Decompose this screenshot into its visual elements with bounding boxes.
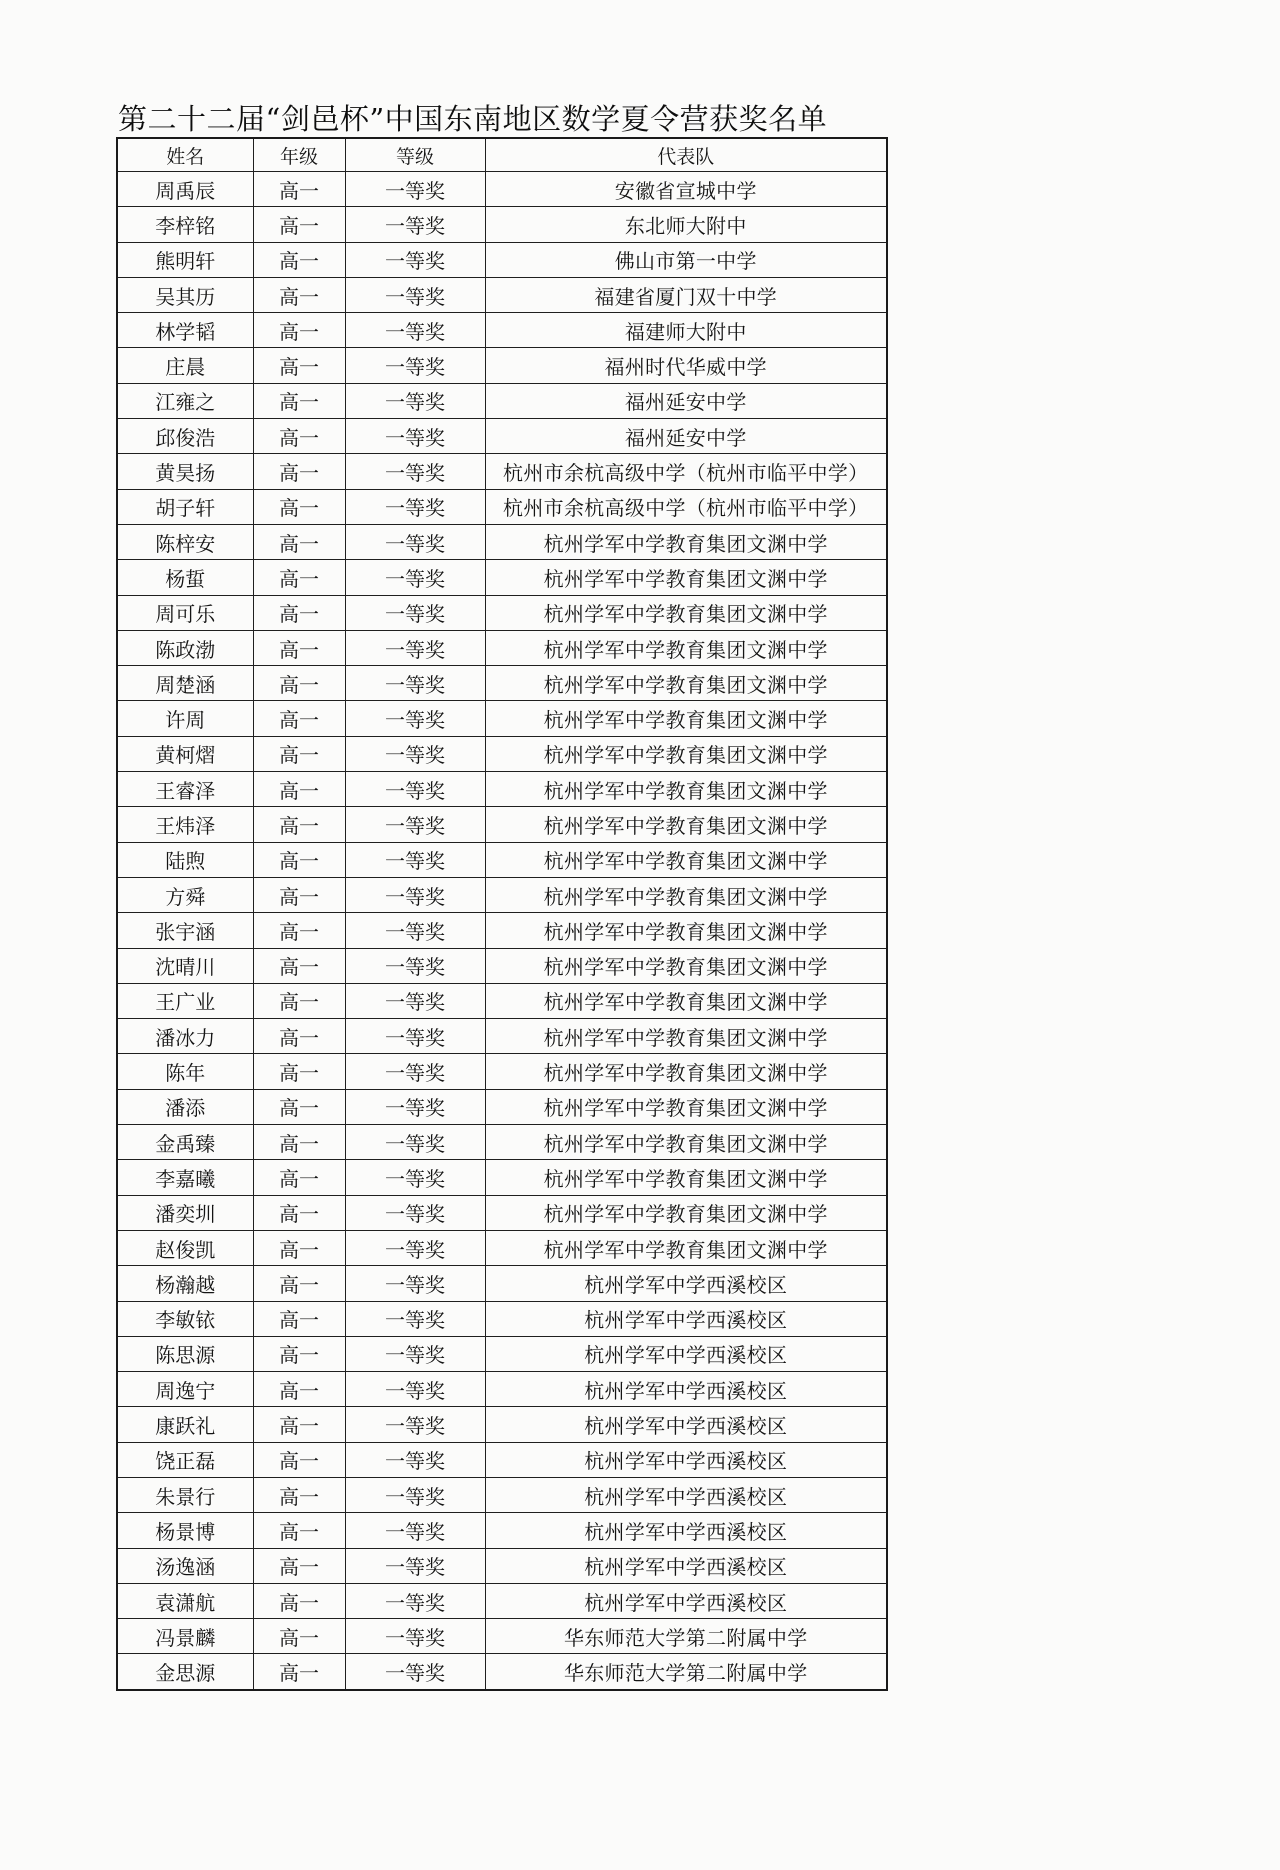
cell-level: 一等奖 [345, 913, 485, 948]
cell-grade: 高一 [253, 1654, 345, 1690]
cell-level: 一等奖 [345, 524, 485, 559]
cell-grade: 高一 [253, 207, 345, 242]
cell-grade: 高一 [253, 1230, 345, 1265]
cell-name: 汤逸涵 [117, 1548, 253, 1583]
cell-grade: 高一 [253, 772, 345, 807]
cell-team: 杭州学军中学教育集团文渊中学 [485, 807, 887, 842]
table-row [117, 1442, 887, 1477]
table-row [117, 489, 887, 524]
cell-name: 陈梓安 [117, 524, 253, 559]
cell-name: 潘冰力 [117, 1019, 253, 1054]
cell-name: 李嘉曦 [117, 1160, 253, 1195]
table-row [117, 524, 887, 559]
cell-grade: 高一 [253, 807, 345, 842]
header-level: 等级 [345, 138, 485, 172]
cell-team: 安徽省宣城中学 [485, 172, 887, 207]
cell-level: 一等奖 [345, 1442, 485, 1477]
table-row [117, 1654, 887, 1690]
table-row [117, 948, 887, 983]
table-row [117, 1266, 887, 1301]
cell-level: 一等奖 [345, 701, 485, 736]
table-row [117, 242, 887, 277]
cell-team: 杭州学军中学教育集团文渊中学 [485, 1089, 887, 1124]
cell-grade: 高一 [253, 736, 345, 771]
cell-team: 杭州学军中学教育集团文渊中学 [485, 983, 887, 1018]
cell-level: 一等奖 [345, 1477, 485, 1512]
cell-name: 吴其历 [117, 277, 253, 312]
cell-level: 一等奖 [345, 666, 485, 701]
cell-name: 陆煦 [117, 842, 253, 877]
table-row [117, 1407, 887, 1442]
cell-level: 一等奖 [345, 1195, 485, 1230]
cell-team: 杭州学军中学西溪校区 [485, 1336, 887, 1371]
cell-name: 熊明轩 [117, 242, 253, 277]
cell-team: 杭州学军中学教育集团文渊中学 [485, 877, 887, 912]
cell-level: 一等奖 [345, 1266, 485, 1301]
cell-grade: 高一 [253, 983, 345, 1018]
cell-name: 许周 [117, 701, 253, 736]
cell-level: 一等奖 [345, 1230, 485, 1265]
cell-name: 冯景麟 [117, 1619, 253, 1654]
cell-grade: 高一 [253, 1266, 345, 1301]
table-row [117, 1230, 887, 1265]
cell-name: 周可乐 [117, 595, 253, 630]
table-row [117, 348, 887, 383]
cell-name: 康跃礼 [117, 1407, 253, 1442]
cell-level: 一等奖 [345, 1160, 485, 1195]
table-row [117, 772, 887, 807]
cell-name: 沈晴川 [117, 948, 253, 983]
cell-name: 林学韬 [117, 313, 253, 348]
cell-team: 杭州学军中学西溪校区 [485, 1266, 887, 1301]
cell-name: 陈思源 [117, 1336, 253, 1371]
table-row [117, 277, 887, 312]
cell-name: 王炜泽 [117, 807, 253, 842]
cell-name: 庄晨 [117, 348, 253, 383]
table-row [117, 630, 887, 665]
cell-grade: 高一 [253, 913, 345, 948]
table-row [117, 1548, 887, 1583]
cell-team: 杭州学军中学西溪校区 [485, 1513, 887, 1548]
cell-name: 饶正磊 [117, 1442, 253, 1477]
cell-team: 杭州学军中学教育集团文渊中学 [485, 666, 887, 701]
cell-level: 一等奖 [345, 983, 485, 1018]
cell-grade: 高一 [253, 1089, 345, 1124]
cell-name: 李梓铭 [117, 207, 253, 242]
cell-grade: 高一 [253, 454, 345, 489]
cell-name: 方舜 [117, 877, 253, 912]
cell-level: 一等奖 [345, 277, 485, 312]
cell-team: 杭州学军中学西溪校区 [485, 1301, 887, 1336]
cell-name: 金思源 [117, 1654, 253, 1690]
cell-grade: 高一 [253, 242, 345, 277]
table-row [117, 807, 887, 842]
table-row [117, 1019, 887, 1054]
cell-name: 李敏铱 [117, 1301, 253, 1336]
table-row [117, 1195, 887, 1230]
cell-grade: 高一 [253, 1477, 345, 1512]
cell-team: 杭州学军中学西溪校区 [485, 1442, 887, 1477]
table-row [117, 877, 887, 912]
cell-grade: 高一 [253, 877, 345, 912]
table-row [117, 1125, 887, 1160]
cell-team: 杭州学军中学教育集团文渊中学 [485, 1054, 887, 1089]
cell-level: 一等奖 [345, 454, 485, 489]
cell-grade: 高一 [253, 348, 345, 383]
cell-grade: 高一 [253, 172, 345, 207]
header-team: 代表队 [485, 138, 887, 172]
table-row [117, 313, 887, 348]
cell-level: 一等奖 [345, 1019, 485, 1054]
cell-name: 邱俊浩 [117, 419, 253, 454]
cell-name: 王睿泽 [117, 772, 253, 807]
cell-team: 杭州学军中学教育集团文渊中学 [485, 630, 887, 665]
cell-grade: 高一 [253, 383, 345, 418]
table-row [117, 1619, 887, 1654]
cell-grade: 高一 [253, 277, 345, 312]
cell-name: 张宇涵 [117, 913, 253, 948]
cell-level: 一等奖 [345, 1336, 485, 1371]
table-row [117, 419, 887, 454]
cell-team: 福州延安中学 [485, 419, 887, 454]
cell-level: 一等奖 [345, 630, 485, 665]
cell-team: 杭州学军中学教育集团文渊中学 [485, 701, 887, 736]
cell-team: 杭州学军中学教育集团文渊中学 [485, 1160, 887, 1195]
cell-team: 杭州学军中学西溪校区 [485, 1477, 887, 1512]
header-row [117, 138, 887, 172]
cell-team: 杭州学军中学教育集团文渊中学 [485, 736, 887, 771]
cell-level: 一等奖 [345, 1407, 485, 1442]
table-row [117, 172, 887, 207]
cell-level: 一等奖 [345, 207, 485, 242]
cell-team: 杭州学军中学教育集团文渊中学 [485, 948, 887, 983]
cell-team: 杭州学军中学西溪校区 [485, 1407, 887, 1442]
cell-team: 杭州学军中学教育集团文渊中学 [485, 1125, 887, 1160]
cell-name: 袁潇航 [117, 1583, 253, 1618]
cell-level: 一等奖 [345, 489, 485, 524]
cell-name: 陈政渤 [117, 630, 253, 665]
table-row [117, 1372, 887, 1407]
cell-grade: 高一 [253, 1407, 345, 1442]
cell-name: 朱景行 [117, 1477, 253, 1512]
cell-level: 一等奖 [345, 1125, 485, 1160]
cell-grade: 高一 [253, 1160, 345, 1195]
cell-grade: 高一 [253, 1195, 345, 1230]
cell-level: 一等奖 [345, 948, 485, 983]
cell-level: 一等奖 [345, 807, 485, 842]
cell-name: 潘添 [117, 1089, 253, 1124]
cell-level: 一等奖 [345, 595, 485, 630]
cell-level: 一等奖 [345, 877, 485, 912]
cell-name: 周逸宁 [117, 1372, 253, 1407]
cell-name: 黄昊扬 [117, 454, 253, 489]
cell-level: 一等奖 [345, 1583, 485, 1618]
cell-grade: 高一 [253, 419, 345, 454]
cell-team: 杭州市余杭高级中学（杭州市临平中学） [485, 454, 887, 489]
cell-grade: 高一 [253, 489, 345, 524]
cell-level: 一等奖 [345, 1513, 485, 1548]
cell-name: 胡子轩 [117, 489, 253, 524]
table-body [117, 172, 887, 1690]
header-name: 姓名 [117, 138, 253, 172]
cell-grade: 高一 [253, 666, 345, 701]
cell-team: 东北师大附中 [485, 207, 887, 242]
cell-name: 周楚涵 [117, 666, 253, 701]
cell-grade: 高一 [253, 1372, 345, 1407]
cell-grade: 高一 [253, 1442, 345, 1477]
cell-name: 王广业 [117, 983, 253, 1018]
cell-level: 一等奖 [345, 842, 485, 877]
page-title: 第二十二届“剑邑杯”中国东南地区数学夏令营获奖名单 [118, 102, 828, 136]
cell-name: 江雍之 [117, 383, 253, 418]
cell-team: 杭州学军中学教育集团文渊中学 [485, 842, 887, 877]
cell-team: 华东师范大学第二附属中学 [485, 1619, 887, 1654]
cell-grade: 高一 [253, 313, 345, 348]
cell-grade: 高一 [253, 1513, 345, 1548]
table-row [117, 1089, 887, 1124]
cell-name: 金禹臻 [117, 1125, 253, 1160]
table-row [117, 1336, 887, 1371]
cell-level: 一等奖 [345, 1619, 485, 1654]
cell-level: 一等奖 [345, 736, 485, 771]
table-row [117, 1583, 887, 1618]
cell-team: 杭州学军中学西溪校区 [485, 1548, 887, 1583]
cell-team: 杭州学军中学教育集团文渊中学 [485, 913, 887, 948]
cell-name: 陈年 [117, 1054, 253, 1089]
cell-team: 福建师大附中 [485, 313, 887, 348]
cell-name: 赵俊凯 [117, 1230, 253, 1265]
cell-grade: 高一 [253, 948, 345, 983]
cell-team: 华东师范大学第二附属中学 [485, 1654, 887, 1690]
table-row [117, 383, 887, 418]
cell-level: 一等奖 [345, 560, 485, 595]
table-row [117, 454, 887, 489]
cell-level: 一等奖 [345, 1372, 485, 1407]
cell-name: 潘奕圳 [117, 1195, 253, 1230]
cell-team: 杭州学军中学教育集团文渊中学 [485, 560, 887, 595]
cell-level: 一等奖 [345, 172, 485, 207]
table-row [117, 560, 887, 595]
table-row [117, 1477, 887, 1512]
cell-team: 杭州学军中学教育集团文渊中学 [485, 524, 887, 559]
cell-name: 杨景博 [117, 1513, 253, 1548]
cell-team: 杭州学军中学西溪校区 [485, 1583, 887, 1618]
table-header [117, 138, 887, 172]
table-row [117, 1054, 887, 1089]
cell-team: 杭州市余杭高级中学（杭州市临平中学） [485, 489, 887, 524]
cell-name: 杨蜇 [117, 560, 253, 595]
cell-team: 杭州学军中学教育集团文渊中学 [485, 1195, 887, 1230]
cell-grade: 高一 [253, 701, 345, 736]
table-row [117, 1301, 887, 1336]
cell-team: 杭州学军中学西溪校区 [485, 1372, 887, 1407]
table-row [117, 666, 887, 701]
cell-level: 一等奖 [345, 383, 485, 418]
cell-grade: 高一 [253, 1125, 345, 1160]
header-grade: 年级 [253, 138, 345, 172]
cell-grade: 高一 [253, 1019, 345, 1054]
cell-grade: 高一 [253, 560, 345, 595]
cell-name: 黄柯熠 [117, 736, 253, 771]
cell-team: 福州时代华威中学 [485, 348, 887, 383]
cell-level: 一等奖 [345, 242, 485, 277]
awards-table [116, 137, 888, 1691]
table-row [117, 913, 887, 948]
cell-grade: 高一 [253, 1054, 345, 1089]
cell-level: 一等奖 [345, 772, 485, 807]
cell-level: 一等奖 [345, 1654, 485, 1690]
cell-grade: 高一 [253, 842, 345, 877]
cell-level: 一等奖 [345, 1089, 485, 1124]
cell-grade: 高一 [253, 524, 345, 559]
table-row [117, 595, 887, 630]
cell-name: 周禹辰 [117, 172, 253, 207]
cell-team: 杭州学军中学教育集团文渊中学 [485, 1019, 887, 1054]
cell-grade: 高一 [253, 1619, 345, 1654]
cell-level: 一等奖 [345, 1301, 485, 1336]
cell-grade: 高一 [253, 630, 345, 665]
table-row [117, 842, 887, 877]
cell-level: 一等奖 [345, 348, 485, 383]
table-row [117, 701, 887, 736]
cell-level: 一等奖 [345, 1548, 485, 1583]
cell-team: 杭州学军中学教育集团文渊中学 [485, 772, 887, 807]
table-row [117, 736, 887, 771]
cell-level: 一等奖 [345, 313, 485, 348]
table-row [117, 983, 887, 1018]
cell-level: 一等奖 [345, 1054, 485, 1089]
cell-team: 杭州学军中学教育集团文渊中学 [485, 1230, 887, 1265]
cell-team: 佛山市第一中学 [485, 242, 887, 277]
cell-team: 福州延安中学 [485, 383, 887, 418]
table-row [117, 207, 887, 242]
cell-grade: 高一 [253, 1336, 345, 1371]
table-row [117, 1160, 887, 1195]
cell-level: 一等奖 [345, 419, 485, 454]
cell-grade: 高一 [253, 1583, 345, 1618]
cell-team: 杭州学军中学教育集团文渊中学 [485, 595, 887, 630]
table-row [117, 1513, 887, 1548]
cell-grade: 高一 [253, 1548, 345, 1583]
cell-grade: 高一 [253, 595, 345, 630]
cell-grade: 高一 [253, 1301, 345, 1336]
cell-name: 杨瀚越 [117, 1266, 253, 1301]
cell-team: 福建省厦门双十中学 [485, 277, 887, 312]
